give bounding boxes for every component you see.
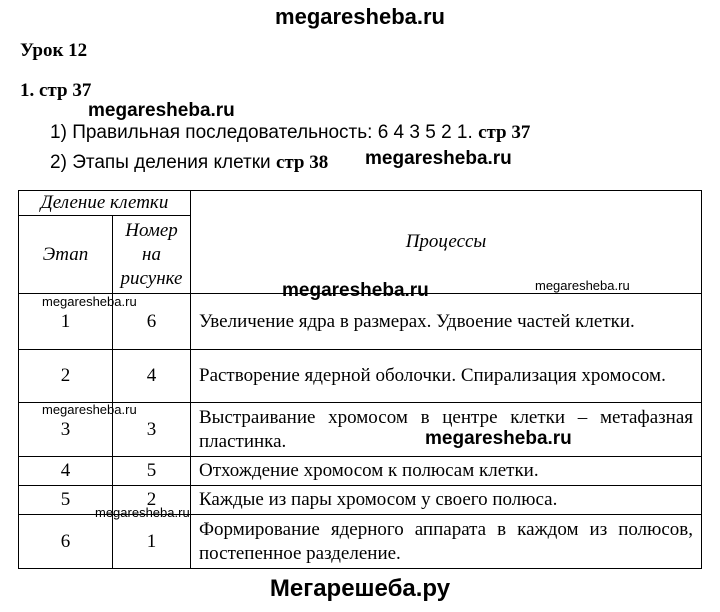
figure-cell: 2 xyxy=(113,486,191,515)
table-row xyxy=(19,515,702,569)
process-cell: Растворение ядерной оболочки. Спирализация хромосом. xyxy=(191,350,702,403)
lesson-title: Урок 12 xyxy=(20,40,88,61)
header-figure-number: Номер на рисунке xyxy=(113,216,191,294)
item-text: Правильная последовательность: 6 4 3 5 2 1. xyxy=(72,122,473,143)
item-page-ref: стр 37 xyxy=(478,122,531,143)
stage-cell: 6 xyxy=(19,515,113,569)
process-cell: Выстраивание хромосом в центре клетки – метафазная пластинка. xyxy=(191,403,702,457)
list-item xyxy=(50,122,530,144)
watermark: megaresheba.ru xyxy=(42,294,137,309)
stage-cell: 2 xyxy=(19,350,113,403)
table-row xyxy=(19,350,702,403)
figure-cell: 1 xyxy=(113,515,191,569)
process-cell: Каждые из пары хромосом у своего полюса. xyxy=(191,486,702,515)
header-processes: Процессы xyxy=(191,191,702,294)
watermark: megaresheba.ru xyxy=(535,278,630,293)
watermark: megaresheba.ru xyxy=(88,100,235,121)
header-stage: Этап xyxy=(19,216,113,294)
watermark: megaresheba.ru xyxy=(95,505,190,520)
item-text: Этапы деления клетки xyxy=(72,152,271,173)
watermark: megaresheba.ru xyxy=(42,402,137,417)
stage-cell: 5 xyxy=(19,486,113,515)
watermark: megaresheba.ru xyxy=(282,280,429,301)
figure-cell: 6 xyxy=(113,294,191,350)
group-header: Деление клетки xyxy=(19,191,191,216)
stage-cell: 4 xyxy=(19,457,113,486)
list-item xyxy=(50,152,328,174)
watermark-top: megaresheba.ru xyxy=(275,4,445,29)
table-row xyxy=(19,457,702,486)
task-title: 1. стр 37 xyxy=(20,80,92,101)
process-cell: Увеличение ядра в размерах. Удвоение частей клетки. xyxy=(191,294,702,350)
stage-cell: 3 xyxy=(19,403,113,457)
item-number: 2) xyxy=(50,152,67,173)
stage-cell: 1 xyxy=(19,294,113,350)
figure-cell: 3 xyxy=(113,403,191,457)
figure-cell: 4 xyxy=(113,350,191,403)
process-cell: Отхождение хромосом к полюсам клетки. xyxy=(191,457,702,486)
figure-cell: 5 xyxy=(113,457,191,486)
footer-site-name: Мегарешеба.ру xyxy=(269,575,451,602)
item-number: 1) xyxy=(50,122,67,143)
watermark: megaresheba.ru xyxy=(365,148,512,169)
item-page-ref: стр 38 xyxy=(275,152,329,173)
process-cell: Формирование ядерного аппарата в каждом из полюсов, постепенное разделение. xyxy=(191,515,702,569)
watermark: megaresheba.ru xyxy=(425,428,572,449)
